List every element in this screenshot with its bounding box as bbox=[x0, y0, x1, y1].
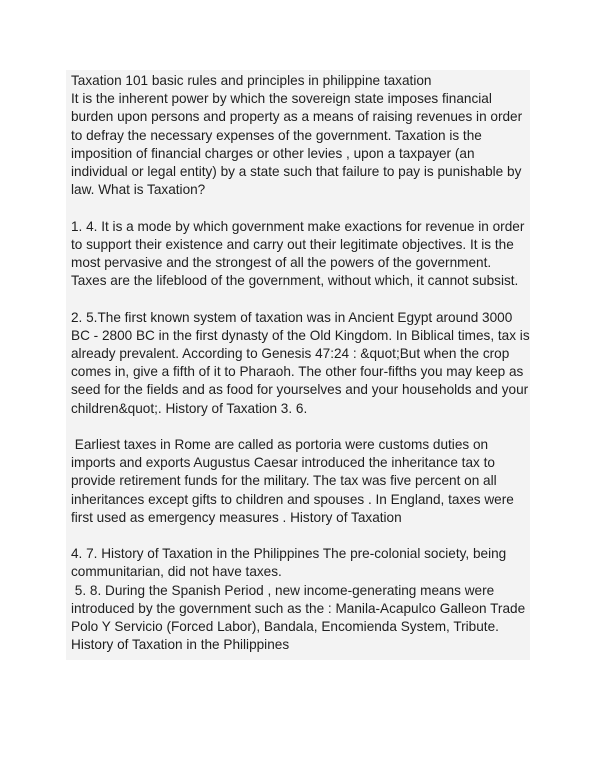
paragraph-gap bbox=[71, 290, 530, 308]
paragraph-gap bbox=[71, 199, 530, 217]
paragraph-3: Earliest taxes in Rome are called as portoria were customs duties on imports and exports Augustus Caesar introduced the inheritance tax to provide retirement funds for the military. The tax was five percent on all inheritances except gifts to children and spouses . In England, taxes were first used as emergency measures . History of Taxation bbox=[71, 437, 518, 525]
paragraph-4: 4. 7. History of Taxation in the Philippines The pre-colonial society, being communitarian, did not have taxes. 5. 8. During the Spanish Period , new income-generating means were introduced by the government such as the : Manila-Acapulco Galleon Trade Polo Y Servicio (Forced Labor), Bandala, Encomienda System, Tribute. History of Taxation in the Philippines bbox=[71, 546, 526, 653]
document-text-block bbox=[66, 70, 534, 660]
paragraph-gap bbox=[71, 527, 530, 545]
paragraph-gap bbox=[71, 418, 530, 436]
paragraph-2: 2. 5.The first known system of taxation was in Ancient Egypt around 3000 BC - 2800 BC in the first dynasty of the Old Kingdom. In Biblical times, tax is already prevalent. According to Genesis 47:24 : &quot;But when the crop comes in, give a fifth of it to Pharaoh. The other four-fifths you may keep as seed for the fields and as food for yourselves and your households and your children&quot;. History of Taxation 3. 6. bbox=[71, 309, 534, 416]
paragraph-1: 1. 4. It is a mode by which government make exactions for revenue in order to support their existence and carry out their legitimate objectives. It is the most pervasive and the strongest of all the powers of the government. Taxes are the lifeblood of the government, without which, it cannot subsist. bbox=[71, 218, 529, 289]
paragraph-intro: Taxation 101 basic rules and principles in philippine taxation It is the inherent power by which the sovereign state imposes financial burden upon persons and property as a means of raising revenues in order to defray the necessary expenses of the government. Taxation is the imposition of financial charges or other levies , upon a taxpayer (an individual or legal entity) by a state such that failure to pay is punishable by law. What is Taxation? bbox=[71, 73, 523, 198]
